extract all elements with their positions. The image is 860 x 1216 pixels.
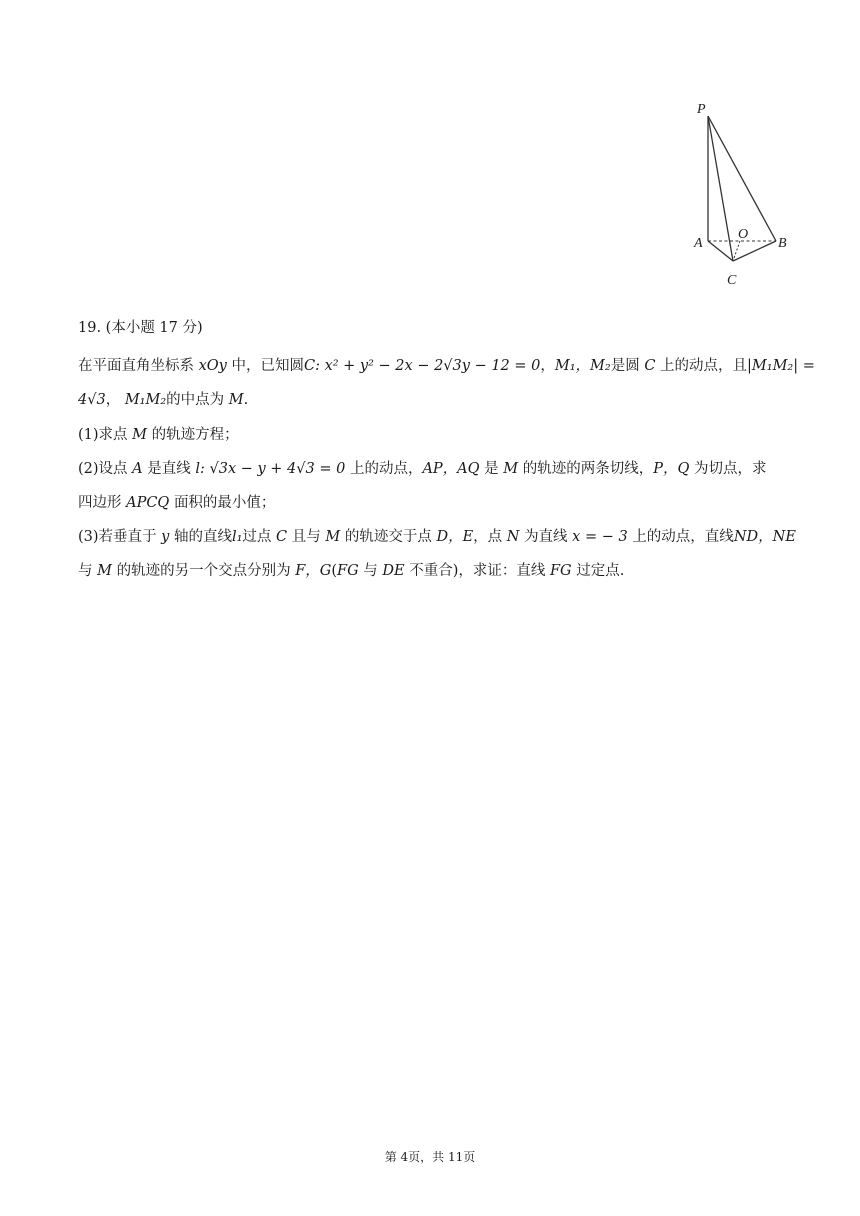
label-p: P: [697, 102, 706, 117]
label-a: A: [694, 236, 703, 251]
page-footer: 第 4页，共 11页: [384, 1150, 476, 1164]
question-2-line-2: 四边形 APCQ 面积的最小值；: [78, 495, 276, 511]
stem-line-2: 4√3， M₁M₂的中点为 M.: [78, 392, 249, 408]
problem-heading: 19. (本小题 17 分): [78, 320, 203, 336]
label-b: B: [778, 236, 787, 251]
question-2-line-1: (2)设点 A 是直线 l: √3x − y + 4√3 = 0 上的动点，AP，AQ 是 M 的轨迹的两条切线，P，Q 为切点，求: [78, 461, 767, 477]
edge-cb: [733, 241, 776, 261]
stem-line-1: 在平面直角坐标系 xOy 中，已知圆C: x² + y² − 2x − 2√3y − 12 = 0，M₁，M₂是圆 C 上的动点，且|M₁M₂| =: [78, 358, 815, 374]
question-3-line-2: 与 M 的轨迹的另一个交点分别为 F，G(FG 与 DE 不重合)，求证：直线 FG 过定点.: [78, 563, 625, 579]
label-c: C: [727, 273, 737, 288]
question-3-line-1: (3)若垂直于 y 轴的直线l₁过点 C 且与 M 的轨迹交于点 D，E，点 N 为直线 x = − 3 上的动点，直线ND，NE: [78, 529, 796, 545]
edge-ac: [708, 241, 733, 261]
label-o: O: [738, 227, 749, 242]
question-1: (1)求点 M 的轨迹方程；: [78, 427, 239, 443]
tetrahedron-figure: [688, 96, 798, 292]
